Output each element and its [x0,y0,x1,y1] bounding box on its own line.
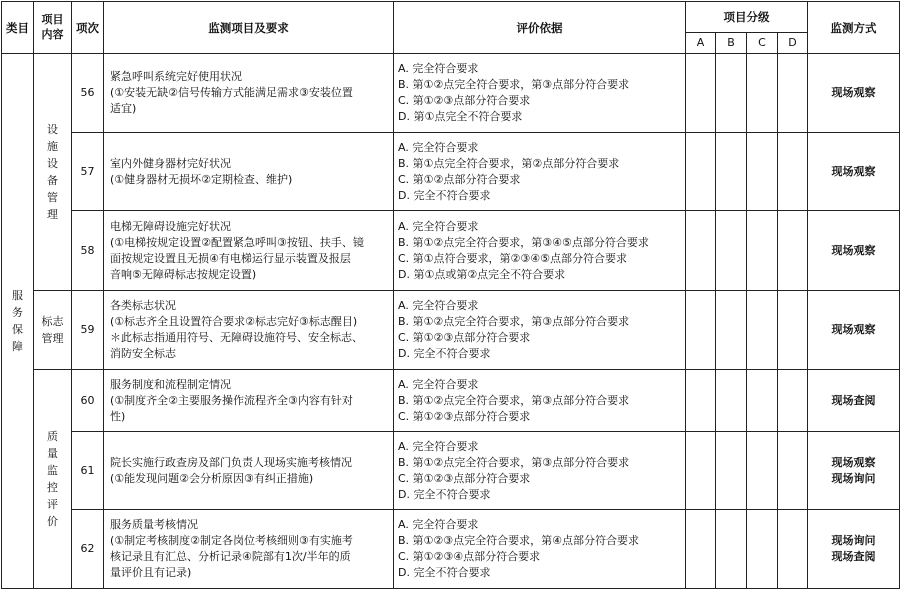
item-cell: 紧急呼叫系统完好使用状况 (①安装无缺②信号传输方式能满足需求③安装位置 适宜) [104,54,394,133]
method-cell: 现场查阅 [808,370,900,432]
grade-c-cell[interactable] [747,432,778,510]
item-cell: 院长实施行政查房及部门负责人现场实施考核情况 (①能发现问题②会分析原因③有纠正措施) [104,432,394,510]
header-index: 项次 [72,2,104,54]
eval-cell: A. 完全符合要求 B. 第①②③点完全符合要求，第④点部分符合要求 C. 第①②③④点部分符合要求 D. 完全不符合要求 [394,510,686,589]
grade-b-cell[interactable] [716,211,747,291]
grade-b-header: B [716,33,747,54]
grade-b-cell[interactable] [716,510,747,589]
grade-c-cell[interactable] [747,291,778,370]
row-number: 59 [72,291,104,370]
grade-c-cell[interactable] [747,54,778,133]
row-number: 58 [72,211,104,291]
eval-cell: A. 完全符合要求 B. 第①点完全符合要求，第②点部分符合要求 C. 第①②点部分符合要求 D. 完全不符合要求 [394,133,686,211]
grade-a-cell[interactable] [686,133,716,211]
grade-b-cell[interactable] [716,432,747,510]
grade-d-cell[interactable] [778,510,808,589]
method-cell: 现场观察 [808,291,900,370]
table-row [2,133,900,211]
header-item: 监测项目及要求 [104,2,394,54]
grade-d-header: D [778,33,808,54]
method-cell: 现场观察 现场询问 [808,432,900,510]
row-number: 62 [72,510,104,589]
grade-d-cell[interactable] [778,54,808,133]
grade-a-cell[interactable] [686,432,716,510]
table-row [2,291,900,370]
grade-c-cell[interactable] [747,370,778,432]
grade-d-cell[interactable] [778,432,808,510]
item-cell: 服务质量考核情况 (①制定考核制度②制定各岗位考核细则③有实施考 核记录且有汇总、分析记录④院部有1次/半年的质 量评价且有记录) [104,510,394,589]
table-row [2,370,900,432]
header-grading: 项目分级 [686,2,808,33]
group-facility: 设施设备管理 [34,54,72,291]
eval-cell: A. 完全符合要求 B. 第①②点完全符合要求，第③④⑤点部分符合要求 C. 第①点符合要求，第②③④⑤点部分符合要求 D. 第①点或第②点完全不符合要求 [394,211,686,291]
method-cell: 现场观察 [808,133,900,211]
eval-cell: A. 完全符合要求 B. 第①②点完全符合要求，第③点部分符合要求 C. 第①②③点部分符合要求 D. 第①点完全不符合要求 [394,54,686,133]
eval-cell: A. 完全符合要求 B. 第①②点完全符合要求，第③点部分符合要求 C. 第①②③点部分符合要求 D. 完全不符合要求 [394,432,686,510]
grade-b-cell[interactable] [716,291,747,370]
grade-d-cell[interactable] [778,370,808,432]
group-quality: 质量监控评价 [34,370,72,589]
item-cell: 电梯无障碍设施完好状况 (①电梯按规定设置②配置紧急呼叫③按钮、扶手、镜 面按规定设置且无损④有电梯运行显示装置及报层 音响⑤无障碍标志按规定设置) [104,211,394,291]
grade-d-cell[interactable] [778,291,808,370]
group-signage: 标志管理 [34,291,72,370]
grade-a-cell[interactable] [686,370,716,432]
grade-c-cell[interactable] [747,211,778,291]
grade-a-header: A [686,33,716,54]
grade-a-cell[interactable] [686,211,716,291]
method-cell: 现场观察 [808,211,900,291]
method-cell: 现场询问 现场查阅 [808,510,900,589]
grade-d-cell[interactable] [778,211,808,291]
table-row [2,510,900,589]
grade-a-cell[interactable] [686,291,716,370]
eval-cell: A. 完全符合要求 B. 第①②点完全符合要求，第③点部分符合要求 C. 第①②③点部分符合要求 D. 完全不符合要求 [394,291,686,370]
grade-c-cell[interactable] [747,133,778,211]
grade-d-cell[interactable] [778,133,808,211]
header-method: 监测方式 [808,2,900,54]
row-number: 56 [72,54,104,133]
assessment-table [1,1,900,589]
table-row [2,211,900,291]
row-number: 57 [72,133,104,211]
item-cell: 室内外健身器材完好状况 (①健身器材无损坏②定期检查、维护) [104,133,394,211]
grade-a-cell[interactable] [686,54,716,133]
row-number: 60 [72,370,104,432]
table-row [2,54,900,133]
grade-c-cell[interactable] [747,510,778,589]
header-category: 类目 [2,2,34,54]
grade-c-header: C [747,33,778,54]
table-row [2,432,900,510]
grade-b-cell[interactable] [716,54,747,133]
grade-a-cell[interactable] [686,510,716,589]
item-cell: 服务制度和流程制定情况 (①制度齐全②主要服务操作流程齐全③内容有针对 性) [104,370,394,432]
category-cell: 服务保障 [2,54,34,589]
row-number: 61 [72,432,104,510]
grade-b-cell[interactable] [716,370,747,432]
method-cell: 现场观察 [808,54,900,133]
header-basis: 评价依据 [394,2,686,54]
grade-b-cell[interactable] [716,133,747,211]
header-content: 项目内容 [34,2,72,54]
eval-cell: A. 完全符合要求 B. 第①②点完全符合要求，第③点部分符合要求 C. 第①②③点部分符合要求 [394,370,686,432]
item-cell: 各类标志状况 (①标志齐全且设置符合要求②标志完好③标志醒目) ＊此标志指通用符号、无障碍设施符号、安全标志、 消防安全标志 [104,291,394,370]
